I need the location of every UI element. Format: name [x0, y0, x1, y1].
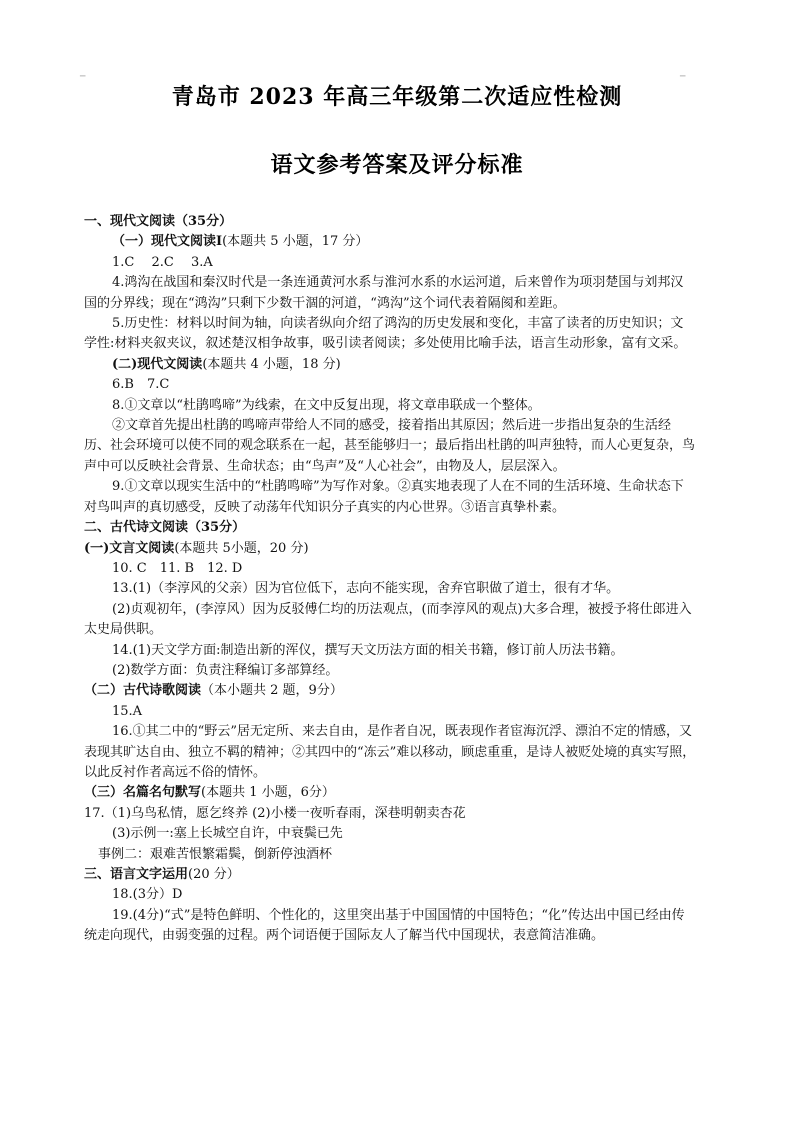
document-title: 青岛市 2023 年高三年级第二次适应性检测	[171, 84, 623, 110]
answer-18: 18.(3分）D	[112, 887, 183, 903]
section1-sub1-title: （一）现代文阅读I	[112, 234, 223, 250]
answer-content	[84, 212, 696, 947]
answer-17-part2: (3)示例一:塞上长城空自许，中衰鬓已先	[112, 826, 343, 842]
document-subtitle: 语文参考答案及评分标准	[270, 152, 524, 178]
answer-15: 15.A	[112, 703, 143, 719]
section2-sub2-title: （二）古代诗歌阅读	[84, 683, 202, 699]
section1-sub1-heading	[84, 232, 696, 252]
section1-sub2-heading	[84, 355, 696, 375]
answer-17-part3: 事例二：艰难苦恨繁霜鬓，倒新停浊酒杯	[98, 846, 333, 862]
section1-sub2-note: (本题共 4 小题，18 分)	[202, 356, 341, 372]
section3-title: 三、语言文字运用	[84, 867, 189, 882]
answer-5: 5.历史性：材料以时间为轴，向读者纵向介绍了鸿沟的历史发展和变化，丰富了读者的历史知识；文学性:材料夹叙夹议，叙述楚汉相争故事，吸引读者阅读；多处使用比喻手法，语言生动形象，富有文采。	[84, 316, 687, 352]
section2-sub1-heading	[84, 539, 696, 559]
answer-10-12: 10. C 11. B 12. D	[112, 560, 243, 576]
answer-13-part1: 13.(1)（李淳风的父亲）因为官位低下，志向不能实现，舍弃官职做了道士，很有才华。	[112, 581, 620, 597]
answer-6-7: 6.B 7.C	[112, 377, 170, 393]
answer-4: 4.鸿沟在战国和秦汉时代是一条连通黄河水系与淮河水系的水运河道，后来曾作为项羽楚国与刘邦汉国的分界线；现在“鸿沟”只剩下少数干涸的河道，“鸿沟”这个词代表着隔阂和差距。	[84, 275, 684, 311]
answer-13-part2: (2)贞观初年，(李淳风）因为反驳傅仁均的历法观点，(而李淳风的观点)大多合理，被授予将仕郎进入太史局供职。	[84, 601, 692, 638]
section2-sub3-title: （三）名篇名句默写	[84, 785, 202, 801]
section2-title: 二、古代诗文阅读（35分）	[84, 520, 246, 536]
section3-heading	[84, 865, 696, 885]
answer-9: 9.①文章以现实生活中的“杜鹃鸣啼”为写作对象。②真实地表现了人在不同的生活环境、生命状态下对鸟叫声的真切感受，反映了动荡年代知识分子真实的内心世界。③语言真挚朴素。	[84, 479, 684, 515]
section2-sub1-note: (本题共 5小题，20 分)	[174, 540, 309, 556]
page-corner-mark-left: ─	[80, 72, 86, 82]
answer-1-3: 1.C 2.C 3.A	[112, 254, 213, 270]
answer-16: 16.①其二中的“野云”居无定所、来去自由，是作者自况，既表现作者宦海沉浮、漂泊不定的情感，又表现其旷达自由、独立不羁的精神；②其四中的“冻云”难以移动，顾虑重重，是诗人被贬处境的真实写照，以此反衬作者高远不俗的情怀。	[84, 724, 696, 780]
section2-sub2-heading	[84, 681, 696, 701]
answer-14-part1: 14.(1)天文学方面:制造出新的浑仪，撰写天文历法方面的相关书籍，修订前人历法书籍。	[112, 642, 624, 658]
section3-title-note: (20 分）	[188, 867, 240, 882]
section2-sub2-note: （本小题共 2 题，9分）	[201, 683, 343, 699]
answer-17-part1: 17.（1)乌鸟私情，愿乞终养 (2)小楼一夜听春雨，深巷明朝卖杏花	[84, 805, 466, 821]
section2-sub1-title: (一)文言文阅读	[84, 540, 175, 556]
answer-8-part2: ②文章首先提出杜鹃的鸣啼声带给人不同的感受，接着指出其原因；然后进一步指出复杂的生活经历、社会环境可以使不同的观念联系在一起，甚至能够归一；最后指出杜鹃的叫声独特，而人心更复杂，鸟声中可以反映社会背景、生命状态；由“鸟声”及“人心社会”，由物及人，层层深入。	[84, 418, 696, 474]
section1-sub2-title: (二)现代文阅读	[112, 356, 203, 372]
page-corner-mark-right: ─	[680, 72, 686, 82]
answer-14-part2: (2)数学方面：负责注释编订多部算经。	[112, 662, 339, 678]
section2-sub3-note: (本题共 1 小题，6分）	[201, 785, 335, 801]
answer-19: 19.(4分)“式”是特色鲜明、个性化的，这里突出基于中国国情的中国特色；“化”传达出中国已经由传统走向现代，由弱变强的过程。两个词语便于国际友人了解当代中国现状，表意简洁准确。	[84, 907, 685, 944]
answer-8-part1: 8.①文章以“杜鹃鸣啼”为线索，在文中反复出现，将文章串联成一个整体。	[112, 397, 541, 413]
section1-title: 一、现代文阅读（35分）	[84, 214, 233, 229]
section1-sub1-note: (本题共 5 小题，17 分）	[222, 234, 369, 250]
section2-sub3-heading	[84, 783, 696, 803]
